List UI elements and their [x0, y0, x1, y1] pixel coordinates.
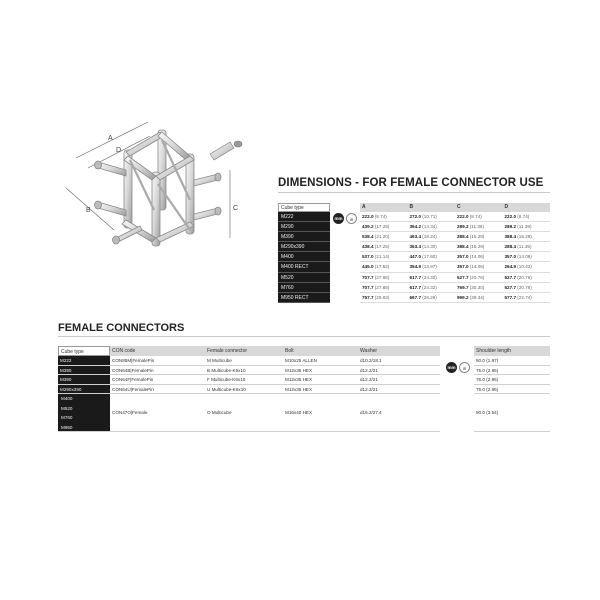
dimension-mm: 537.0 [362, 254, 374, 260]
label-c: C [233, 205, 239, 212]
dimension-in: (11.39) [517, 224, 532, 230]
cube-type-cell [58, 356, 110, 365]
label-d: D [116, 147, 122, 154]
label-a: A [108, 135, 113, 142]
dimension-mm: 447.0 [409, 254, 421, 260]
dimension-mm: 288.4 [504, 244, 516, 250]
dimension-mm: 527.7 [457, 274, 469, 280]
female-connector-cell: U Multicube-K6x10 [207, 386, 246, 392]
female-connector-cell: F Multicube-K6x10 [207, 377, 246, 382]
dimension-mm: 439.2 [362, 224, 374, 230]
dimension-cell [360, 293, 408, 302]
dimension-in: (14.06) [469, 254, 485, 260]
dimension-in: (20.76) [517, 274, 532, 280]
dimension-mm: 999.2 [457, 294, 469, 300]
female-connectors-header-row [58, 346, 440, 356]
dimension-mm: 617.7 [409, 274, 421, 280]
dimensions-row [360, 273, 550, 283]
truss-cube-illustration [58, 110, 248, 260]
dimension-cell [360, 252, 408, 261]
shoulder-length-column [474, 346, 550, 432]
dimension-cell [455, 283, 503, 292]
dimension-in: (27.86) [374, 274, 390, 280]
cube-type-header: Cube type [278, 203, 330, 212]
dimension-in: (18.24) [422, 234, 437, 240]
cube-type-label: M520 [61, 405, 73, 411]
dimensions-title: DIMENSIONS - FOR FEMALE CONNECTOR USE [278, 177, 544, 189]
female-connector-cell: M Multicube [207, 358, 232, 363]
female-connector-cell: B Multicube-K6x10 [207, 367, 246, 373]
female-connectors-divider [58, 336, 550, 337]
dimension-mm: 357.0 [457, 254, 469, 260]
dimension-in: (8.74) [517, 214, 530, 219]
dimension-in: (29.83) [374, 294, 390, 300]
dimension-cell [503, 273, 551, 282]
dimension-in: (15.29) [517, 234, 532, 240]
unit-in-badge: in [346, 213, 357, 224]
dimension-in: (11.39) [469, 224, 484, 230]
dimension-cell [455, 262, 503, 271]
dimension-in: (14.30) [422, 244, 437, 250]
dimension-mm: 354.9 [409, 264, 421, 270]
fc-unit-mm-badge: mm [446, 362, 457, 373]
header-bolt: Bolt [285, 348, 294, 354]
dimension-in: (14.06) [469, 264, 485, 270]
header-shoulder-length: Shoulder length [474, 346, 550, 356]
dimensions-row [360, 262, 550, 272]
dimension-in: (21.20) [374, 234, 390, 240]
dimension-mm: 757.7 [362, 294, 374, 300]
cube-type-cell: M290 [278, 222, 330, 232]
dimension-mm: 364.2 [409, 224, 421, 230]
dimensions-row [360, 232, 550, 242]
dimension-in: (26.29) [422, 294, 437, 300]
dimension-cell [503, 232, 551, 241]
female-connectors-table [58, 346, 440, 432]
dimension-mm: 264.9 [504, 264, 516, 270]
dimension-mm: 388.4 [457, 244, 469, 250]
female-connector-row [58, 356, 440, 366]
female-connector-row [58, 366, 440, 376]
col-header-a: A [362, 204, 366, 210]
dimension-in: (24.32) [422, 274, 437, 280]
dimension-mm: 527.7 [504, 284, 516, 290]
unit-mm-badge: mm [333, 213, 344, 224]
dimensions-table [360, 203, 550, 303]
dimension-cell [360, 273, 408, 282]
bolt-cell: M10x25 ALLEN [285, 358, 317, 363]
dimension-cell [455, 252, 503, 261]
cube-type-cell: M760 [278, 283, 330, 293]
dimension-mm: 577.7 [504, 294, 516, 300]
dimension-cell [408, 212, 456, 221]
cube-type-cell: M400 RECT [278, 262, 330, 272]
shoulder-length-cell: 75.0 (2.95) [474, 385, 550, 395]
dimension-in: (27.86) [374, 284, 390, 290]
cube-type-label: M390 [60, 367, 72, 373]
dimension-in: (17.52) [374, 264, 390, 270]
dimension-cell [360, 242, 408, 251]
dimension-cell [455, 242, 503, 251]
dimension-mm: 357.0 [504, 254, 516, 260]
label-b: B [86, 207, 91, 214]
dimension-mm: 222.0 [362, 214, 374, 219]
cube-type-cell: M222 [278, 212, 330, 222]
dimension-mm: 222.0 [457, 214, 469, 219]
con-code-cell: CON64F|FemalePin [112, 377, 154, 382]
dimension-cell [503, 242, 551, 251]
dimension-in: (17.29) [374, 224, 390, 230]
washer-cell: d12.2/21 [360, 386, 378, 392]
cube-type-cell: M400 [278, 252, 330, 262]
cube-type-cell [58, 375, 110, 384]
washer-cell: d12.2/21 [360, 367, 378, 373]
washer-cell: d16.2/27.4 [360, 410, 382, 415]
cube-type-cell: M390 [278, 232, 330, 242]
col-header-c: C [457, 204, 461, 210]
con-code-cell: CON64B|FemalePin [112, 367, 154, 373]
dimension-mm: 463.4 [409, 234, 421, 240]
bolt-cell: M12x35 HEX [285, 367, 313, 373]
col-header-b: B [409, 204, 414, 210]
dimension-in: (8.74) [469, 214, 482, 219]
dimension-cell [408, 242, 456, 251]
dimension-mm: 222.0 [504, 214, 516, 219]
dimension-cell [455, 232, 503, 241]
dimension-cell [360, 262, 408, 271]
washer-cell: d10.2/18.1 [360, 358, 382, 363]
dimensions-row [360, 293, 550, 303]
dimension-mm: 707.7 [362, 284, 374, 290]
bolt-cell: M12x35 HEX [285, 386, 313, 392]
dimension-cell [360, 232, 408, 241]
female-connector-row [58, 385, 440, 395]
dimension-cell [503, 212, 551, 221]
dimension-cell [360, 283, 408, 292]
dimension-cell [360, 222, 408, 231]
bolt-cell: M16x40 HEX [285, 410, 313, 415]
dimension-cell [455, 293, 503, 302]
dimension-mm: 357.0 [457, 264, 469, 270]
dimensions-header-row [360, 203, 550, 212]
dimension-in: (17.25) [374, 244, 390, 250]
shoulder-length-cell: 75.0 (2.95) [474, 366, 550, 376]
cube-type-cell [58, 394, 110, 431]
dimension-in: (14.34) [422, 224, 437, 230]
dimension-cell [408, 293, 456, 302]
dimensions-row [360, 283, 550, 293]
dimensions-divider [278, 192, 550, 193]
female-connector-cell: O Multicube [207, 410, 232, 415]
female-connectors-title: FEMALE CONNECTORS [58, 322, 185, 334]
dimension-in: (10.71) [422, 214, 437, 219]
dimension-mm: 538.4 [362, 234, 374, 240]
dimension-mm: 667.7 [409, 294, 421, 300]
dimension-cell [503, 293, 551, 302]
dimensions-row [360, 252, 550, 262]
dimension-in: (20.76) [469, 274, 485, 280]
dimension-cell [455, 273, 503, 282]
dimension-in: (14.06) [517, 254, 532, 260]
dimension-cell [503, 252, 551, 261]
dimension-mm: 445.0 [362, 264, 374, 270]
dimensions-row [360, 212, 550, 222]
dimension-mm: 617.7 [409, 284, 421, 290]
dimension-cell [503, 222, 551, 231]
cube-type-cell: M950 RECT [278, 293, 330, 303]
dimension-cell [408, 252, 456, 261]
dimension-mm: 272.0 [409, 214, 421, 219]
dimensions-cube-type-column [278, 203, 330, 303]
dimension-in: (20.76) [517, 284, 532, 290]
cube-type-cell [58, 385, 110, 394]
cube-type-label: M222 [60, 358, 72, 363]
female-connector-row [58, 394, 440, 432]
fc-unit-in-badge: in [459, 362, 470, 373]
dimension-in: (15.29) [469, 234, 485, 240]
dimension-cell [455, 212, 503, 221]
dimension-cell [503, 262, 551, 271]
cube-type-label: M390 [60, 377, 72, 382]
dimension-in: (39.34) [469, 294, 485, 300]
dimension-in: (13.97) [422, 264, 437, 270]
dimension-cell [455, 222, 503, 231]
cube-type-cell: M520 [278, 273, 330, 283]
cube-type-cell [58, 366, 110, 375]
cube-type-label: M400 [61, 396, 73, 401]
dimension-mm: 388.4 [457, 234, 469, 240]
dimension-in: (24.32) [422, 284, 437, 290]
dimension-in: (15.29) [469, 244, 485, 250]
cube-type-label: M290x390 [60, 386, 82, 392]
dimensions-row [360, 222, 550, 232]
cube-type-label: M760 [61, 415, 73, 420]
col-header-d: D [504, 204, 509, 210]
bolt-cell: M12x35 HEX [285, 377, 313, 382]
dimension-cell [408, 283, 456, 292]
dimension-mm: 438.4 [362, 244, 374, 250]
dimension-cell [408, 232, 456, 241]
dimension-cell [408, 273, 456, 282]
dimension-mm: 527.7 [504, 274, 516, 280]
con-code-cell: CON64U|FemalePin [112, 386, 154, 392]
dimension-mm: 388.4 [504, 234, 516, 240]
shoulder-length-cell: 50.0 (1.97) [474, 356, 550, 366]
dimension-mm: 769.7 [457, 284, 469, 290]
dimension-mm: 289.2 [457, 224, 469, 230]
shoulder-length-cell: 90.0 (3.54) [474, 394, 550, 432]
dimension-in: (10.43) [517, 264, 532, 270]
header-con-code: CON code [112, 348, 136, 354]
header-cube-type: Cube type [58, 346, 110, 356]
dimension-mm: 363.4 [409, 244, 421, 250]
washer-cell: d12.2/21 [360, 377, 378, 382]
con-code-cell: CON47O|Female [112, 410, 148, 415]
dimension-cell [360, 212, 408, 221]
dimension-in: (21.14) [374, 254, 390, 260]
header-female-connector: Female connector [207, 348, 248, 354]
dimension-mm: 289.2 [504, 224, 516, 230]
dimension-in: (22.74) [517, 294, 532, 300]
dimension-mm: 707.7 [362, 274, 374, 280]
con-code-cell: CON85M|FemalePin [112, 358, 155, 363]
cube-type-label: M950 [61, 424, 73, 430]
cube-type-cell: M290x390 [278, 242, 330, 252]
dimension-in: (30.30) [469, 284, 485, 290]
shoulder-length-cell: 75.0 (2.95) [474, 375, 550, 385]
dimension-in: (17.60) [422, 254, 437, 260]
header-washer: Washer [360, 348, 378, 354]
dimension-cell [503, 283, 551, 292]
dimensions-row [360, 242, 550, 252]
female-connector-row [58, 375, 440, 385]
dimension-in: (11.35) [517, 244, 532, 250]
dimension-cell [408, 222, 456, 231]
dimension-in: (8.74) [374, 214, 387, 219]
dimension-cell [408, 262, 456, 271]
